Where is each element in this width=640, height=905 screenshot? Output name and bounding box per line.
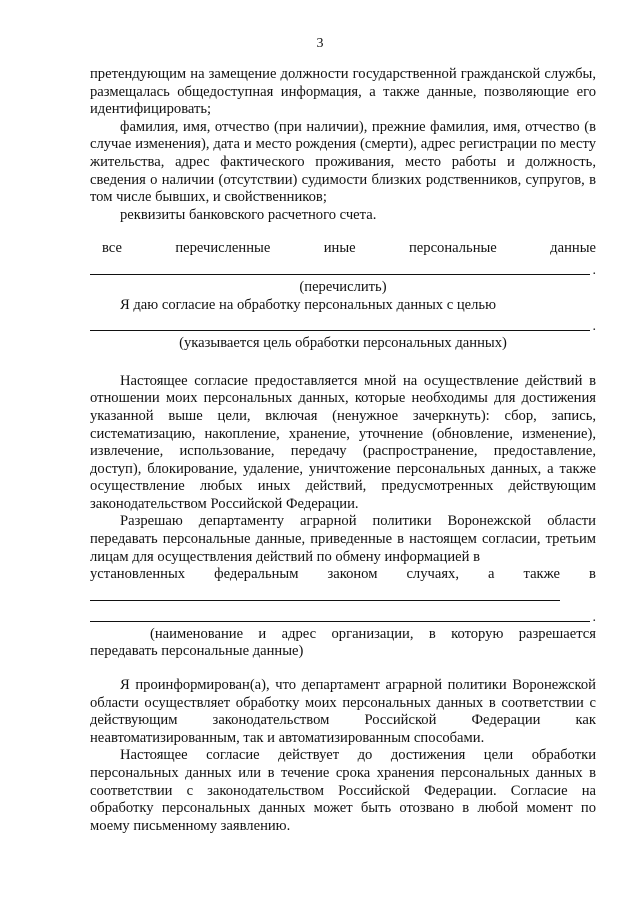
word: иные — [323, 240, 356, 257]
word: а — [488, 566, 495, 583]
word: в — [589, 566, 596, 583]
paragraph-6: Я проинформирован(а), что департамент аграрной политики Воронежской области осуществляет обработку моих персональных данных в соответствии с действующим законодательством Российской Федерации как неавтоматизированным, так и автоматизированным способами. — [90, 677, 596, 746]
page-number: 3 — [316, 36, 324, 51]
blank-line-purpose — [90, 314, 596, 335]
blank-line-org-2 — [90, 605, 596, 625]
paragraph-1: претендующим на замещение должности государственной гражданской службы, размещалась общедоступная информация, а также данные, позволяющие его идентифицировать; — [90, 66, 596, 118]
paragraph-7: Настоящее согласие действует до достижения цели обработки персональных данных или в течение срока хранения персональных данных в соответствии с законодательством Российской Федерации. Согласие на обработку персональных данных может быть отозвано в любой момент по моему письменному заявлению. — [90, 747, 596, 834]
line-dot: . — [592, 319, 596, 335]
caption-list: (перечислить) — [299, 278, 387, 295]
word: случаях, — [406, 566, 459, 583]
blank-line-org-1 — [90, 584, 560, 601]
consent-line: Я даю согласие на обработку персональных данных с целью — [120, 296, 496, 313]
paragraph-3: реквизиты банковского расчетного счета. — [120, 206, 377, 223]
word: перечисленные — [175, 240, 271, 257]
paragraph-4: Настоящее согласие предоставляется мной на осуществление действий в отношении моих персональных данных, которые необходимы для достижения указанной выше цели, включая (ненужное зачеркнуть): сбор, запись, систематизацию, накопление, хранение, уточнение (обновление, изменение), извлечение, использование, передачу (распространение, предоставление, доступ), блокирование, удаление, уничтожение персональных данных, а также осуществление любых иных действий, предусмотренных действующим законодательством Российской Федерации. — [90, 372, 596, 512]
line-dot: . — [592, 262, 596, 278]
paragraph-5: Разрешаю департаменту аграрной политики Воронежской области передавать персональные данные, приведенные в настоящем согласии, третьим лицам для осуществления действий по обмену информацией в — [90, 513, 596, 565]
line-dot: . — [592, 609, 596, 625]
paragraph-2: фамилия, имя, отчество (при наличии), прежние фамилия, имя, отчество (в случае изменения), дата и место рождения (смерти), адрес регистрации по месту жительства, адрес фактического проживания, место работы и должность, сведения о наличии (отсутствии) судимости близких родственников, супругов, в том числе бывших, и свойственников; — [90, 118, 596, 206]
document-body — [90, 66, 596, 835]
caption-purpose: (указывается цель обработки персональных данных) — [179, 335, 507, 352]
word: все — [102, 240, 122, 257]
word: также — [523, 566, 561, 583]
word: законом — [327, 566, 378, 583]
word: персональные — [408, 240, 497, 257]
word: федеральным — [214, 566, 299, 583]
paragraph-5-last-line — [90, 566, 596, 584]
word: данные — [550, 240, 596, 257]
caption-org: (наименование и адрес организации, в которую разрешается передавать персональные данные) — [90, 625, 596, 660]
word: установленных — [90, 566, 186, 583]
blank-line-list — [90, 258, 596, 278]
all-data-line — [90, 240, 596, 258]
